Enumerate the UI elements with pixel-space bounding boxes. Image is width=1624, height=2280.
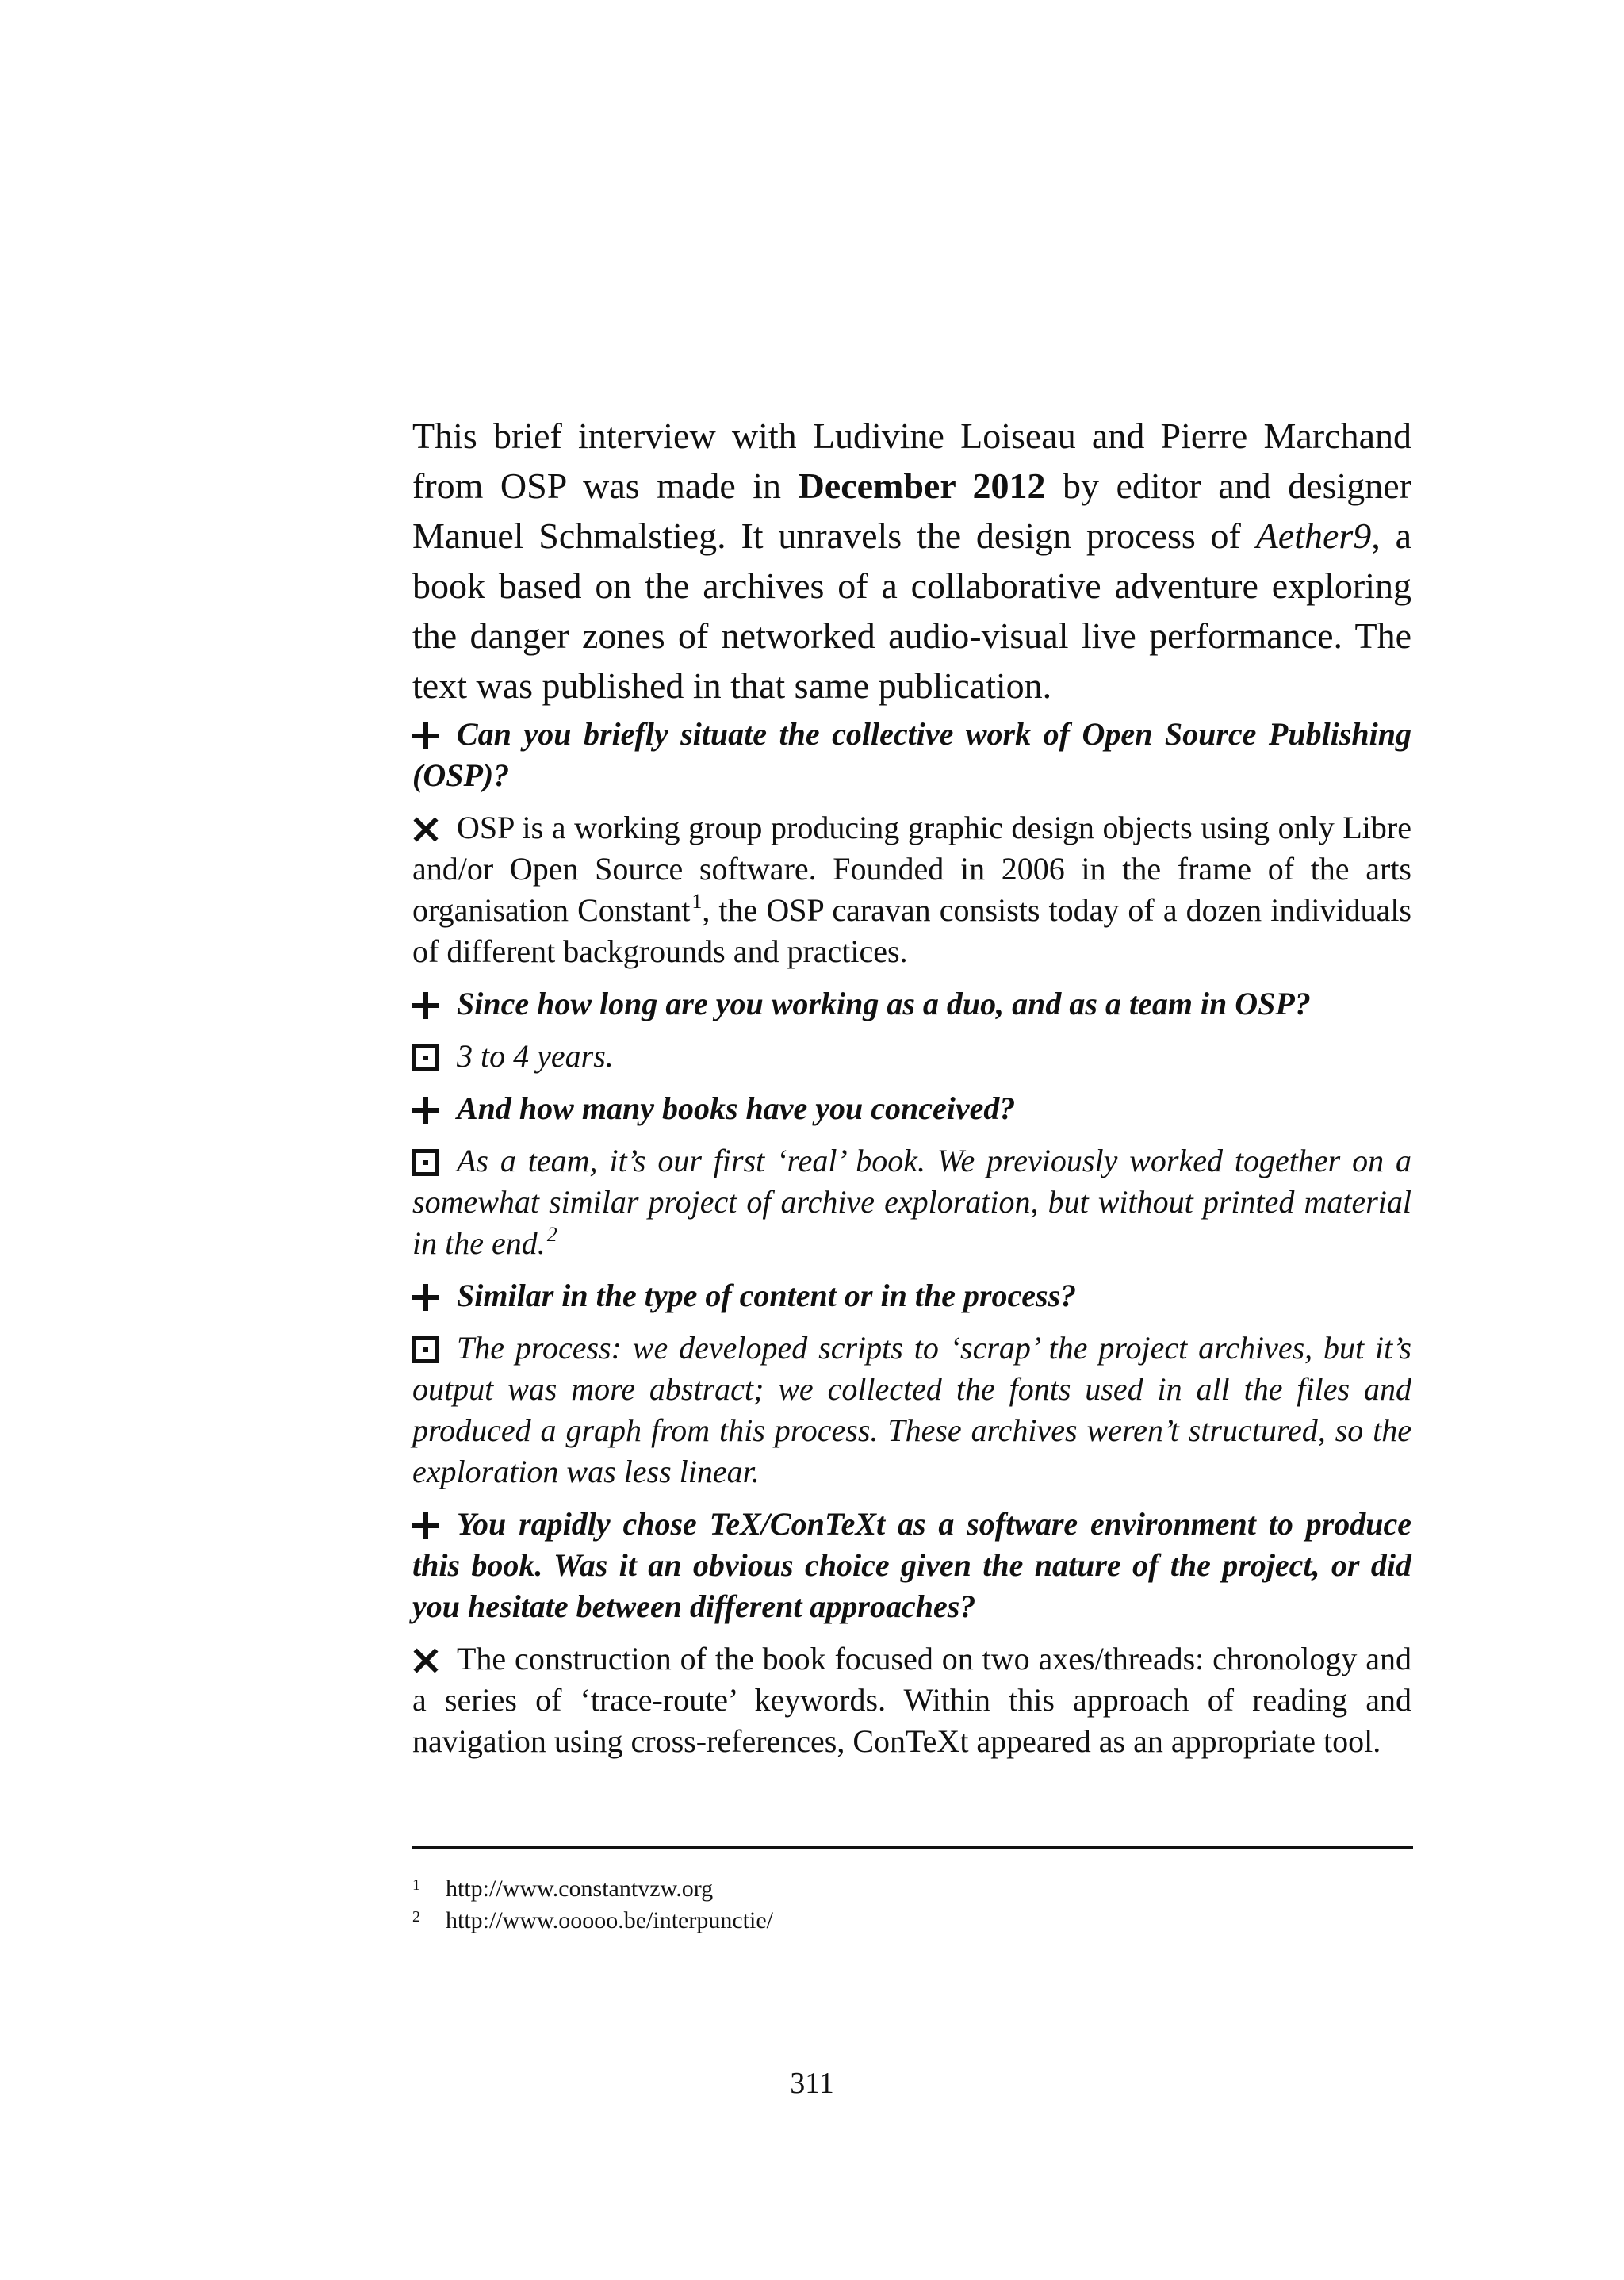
intro-text: by editor and designer Manuel Schmalstieg. It unravels the design process of	[412, 466, 1412, 556]
plus-icon	[412, 992, 439, 1019]
page-number: 311	[790, 2067, 834, 2100]
plus-icon	[412, 1097, 439, 1124]
footnote-ref[interactable]: 1	[691, 890, 703, 913]
footnotes	[412, 1873, 773, 1937]
plus-icon	[412, 1512, 439, 1539]
footnote-ref[interactable]: 2	[546, 1223, 557, 1246]
answer: The construction of the book focused on two axes/threads: chronology and a series of ‘trace-route’ keywords. Within this approach of reading and navigation using cross-references, ConTeXt appeared as an appropriate tool.	[412, 1641, 1411, 1759]
answer: OSP is a working group producing graphic design objects using only Libre and/or Open Source software. Founded in 2006 in the frame of the arts organisation Constant$^1$, the OSP caravan consists today of a dozen individuals of different backgrounds and practices.	[412, 810, 1412, 969]
footnote	[412, 1873, 773, 1905]
answer: 3 to 4 years.	[412, 1036, 1411, 1077]
question: Can you briefly situate the collective work of Open Source Publishing (OSP)?	[412, 716, 1411, 793]
square-dot-icon	[412, 1149, 439, 1176]
footnote	[412, 1905, 773, 1937]
question: You rapidly chose TeX/ConTeXt as a software environment to produce this book. Was it an obvious choice given the nature of the project, or did you hesitate between different approaches?	[412, 1506, 1411, 1624]
footnote-divider	[412, 1846, 1413, 1849]
plus-icon	[412, 1284, 439, 1311]
interview-date: December 2012	[798, 466, 1046, 506]
question: Since how long are you working as a duo, and as a team in OSP?	[412, 983, 1411, 1025]
answer: The process: we developed scripts to ‘scrap’ the project archives, but it’s output was more abstract; we collected the fonts used in all the files and produced a graph from this process. These archives weren’t structured, so the exploration was less linear.	[412, 1330, 1411, 1489]
footnote-link[interactable]: http://www.ooooo.be/interpunctie/	[446, 1907, 773, 1933]
intro-paragraph	[412, 411, 1411, 711]
book-title: Aether9	[1255, 515, 1372, 556]
intro-text: , a book based on the archives of a collaborative adventure exploring the danger zones of networked audio-visual live performance. The text was published in that same publication.	[412, 515, 1412, 706]
plus-icon	[412, 722, 439, 749]
footnote-number: 2	[412, 1908, 420, 1926]
question: And how many books have you conceived?	[412, 1088, 1411, 1129]
square-dot-icon	[412, 1336, 439, 1363]
answer: As a team, it’s our first ‘real’ book. We previously worked together on a somewhat similar project of archive exploration, but without printed material in the end.$^2$	[412, 1143, 1411, 1261]
question: Similar in the type of content or in the process?	[412, 1275, 1411, 1316]
cross-icon	[412, 816, 439, 843]
square-dot-icon	[412, 1044, 439, 1071]
interview	[412, 714, 1411, 1773]
cross-icon	[412, 1647, 439, 1674]
intro-text: This brief interview with Ludivine Loiseau and Pierre Marchand from OSP was made in	[412, 416, 1411, 506]
footnote-link[interactable]: http://www.constantvzw.org	[446, 1876, 714, 1902]
footnote-number: 1	[412, 1876, 420, 1894]
